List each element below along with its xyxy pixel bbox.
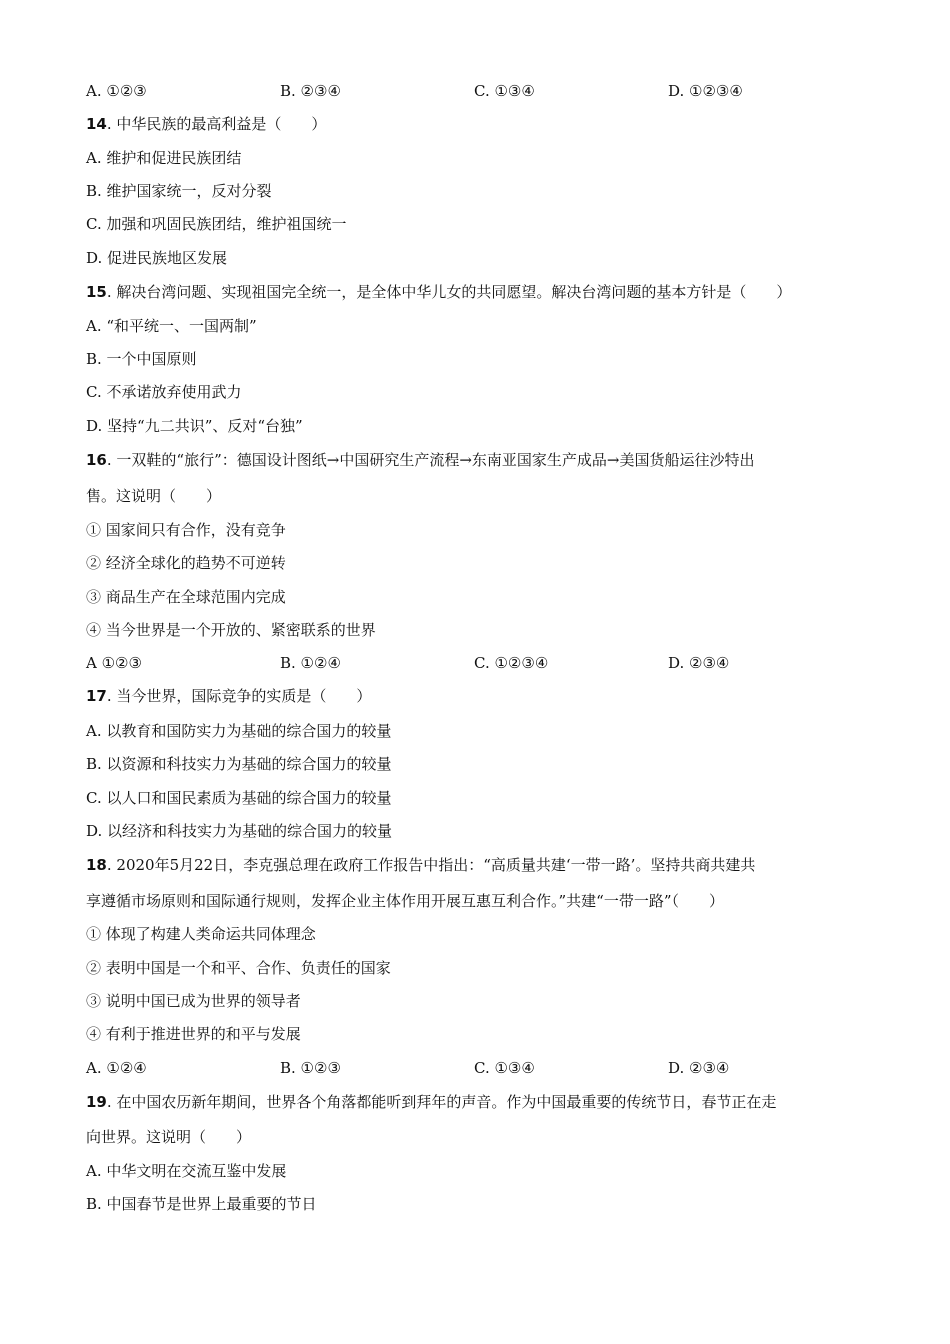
q15-text: . 解决台湾问题、实现祖国完全统一，是全体中华儿女的共同愿望。解决台湾问题的基本方针是（ ） bbox=[106, 283, 792, 301]
q14-option-d: D. 促进民族地区发展 bbox=[86, 249, 228, 267]
q18-stem bbox=[86, 854, 890, 876]
q15-option-a: A. “和平统一、一国两制” bbox=[86, 317, 257, 335]
q15-option-c: C. 不承诺放弃使用武力 bbox=[86, 383, 242, 401]
q14-text: . 中华民族的最高利益是（ ） bbox=[106, 115, 327, 133]
q19-text-line1: . 在中国农历新年期间，世界各个角落都能听到拜年的声音。作为中国最重要的传统节日，春节正在走 bbox=[106, 1093, 777, 1111]
q16-option-c: C. ①②③④ bbox=[474, 654, 549, 672]
q18-text-line1: . 2020年5月22日，李克强总理在政府工作报告中指出：“高质量共建‘一带一路’。坚持共商共建共 bbox=[106, 856, 756, 874]
q16-option-a: A ①②③ bbox=[86, 654, 142, 672]
q15-option-b: B. 一个中国原则 bbox=[86, 350, 197, 368]
q19-number: 19 bbox=[86, 1093, 107, 1111]
q18-options bbox=[86, 1057, 886, 1079]
q18-statement-3: ③ 说明中国已成为世界的领导者 bbox=[86, 992, 301, 1010]
q18-statement-2: ② 表明中国是一个和平、合作、负责任的国家 bbox=[86, 959, 391, 977]
q13-option-a: A. ①②③ bbox=[86, 82, 147, 100]
q14-option-a: A. 维护和促进民族团结 bbox=[86, 149, 242, 167]
q15-option-d: D. 坚持“九二共识”、反对“台独” bbox=[86, 417, 303, 435]
q18-option-b: B. ①②③ bbox=[280, 1059, 341, 1077]
q16-statement-1: ① 国家间只有合作，没有竞争 bbox=[86, 521, 286, 539]
q19-stem bbox=[86, 1091, 890, 1113]
q16-statement-2: ② 经济全球化的趋势不可逆转 bbox=[86, 554, 286, 572]
q18-statement-1: ① 体现了构建人类命运共同体理念 bbox=[86, 925, 316, 943]
q13-option-b: B. ②③④ bbox=[280, 82, 341, 100]
q16-text-line1: . 一双鞋的“旅行”：德国设计图纸→中国研究生产流程→东南亚国家生产成品→美国货船运往沙特出 bbox=[106, 451, 755, 469]
q16-statement-3: ③ 商品生产在全球范围内完成 bbox=[86, 588, 286, 606]
q17-stem bbox=[86, 685, 890, 707]
q19-option-a: A. 中华文明在交流互鉴中发展 bbox=[86, 1162, 287, 1180]
q18-statement-4: ④ 有利于推进世界的和平与发展 bbox=[86, 1025, 301, 1043]
q17-text: . 当今世界，国际竞争的实质是（ ） bbox=[106, 687, 372, 705]
q13-option-d: D. ①②③④ bbox=[668, 82, 743, 100]
q16-stem bbox=[86, 449, 890, 471]
q16-text-line2: 售。这说明（ ） bbox=[86, 487, 222, 505]
q19-text-line2: 向世界。这说明（ ） bbox=[86, 1128, 252, 1146]
q14-option-b: B. 维护国家统一，反对分裂 bbox=[86, 182, 272, 200]
q17-option-d: D. 以经济和科技实力为基础的综合国力的较量 bbox=[86, 822, 393, 840]
q14-number: 14 bbox=[86, 115, 107, 133]
q13-options bbox=[86, 80, 886, 102]
q18-number: 18 bbox=[86, 856, 107, 874]
q18-option-a: A. ①②④ bbox=[86, 1059, 147, 1077]
q15-number: 15 bbox=[86, 283, 107, 301]
q17-option-b: B. 以资源和科技实力为基础的综合国力的较量 bbox=[86, 755, 392, 773]
q16-option-d: D. ②③④ bbox=[668, 654, 730, 672]
q16-statement-4: ④ 当今世界是一个开放的、紧密联系的世界 bbox=[86, 621, 376, 639]
q14-stem bbox=[86, 113, 890, 135]
q17-number: 17 bbox=[86, 687, 107, 705]
q16-option-b: B. ①②④ bbox=[280, 654, 341, 672]
q19-option-b: B. 中国春节是世界上最重要的节日 bbox=[86, 1195, 317, 1213]
q18-option-c: C. ①③④ bbox=[474, 1059, 535, 1077]
q15-stem bbox=[86, 281, 890, 303]
q16-number: 16 bbox=[86, 451, 107, 469]
q18-text-line2: 享遵循市场原则和国际通行规则，发挥企业主体作用开展互惠互利合作。”共建“一带一路”（ ） bbox=[86, 892, 725, 910]
q14-option-c: C. 加强和巩固民族团结，维护祖国统一 bbox=[86, 215, 347, 233]
q16-options bbox=[86, 652, 886, 674]
q17-option-a: A. 以教育和国防实力为基础的综合国力的较量 bbox=[86, 722, 392, 740]
q13-option-c: C. ①③④ bbox=[474, 82, 535, 100]
q17-option-c: C. 以人口和国民素质为基础的综合国力的较量 bbox=[86, 789, 392, 807]
q18-option-d: D. ②③④ bbox=[668, 1059, 730, 1077]
